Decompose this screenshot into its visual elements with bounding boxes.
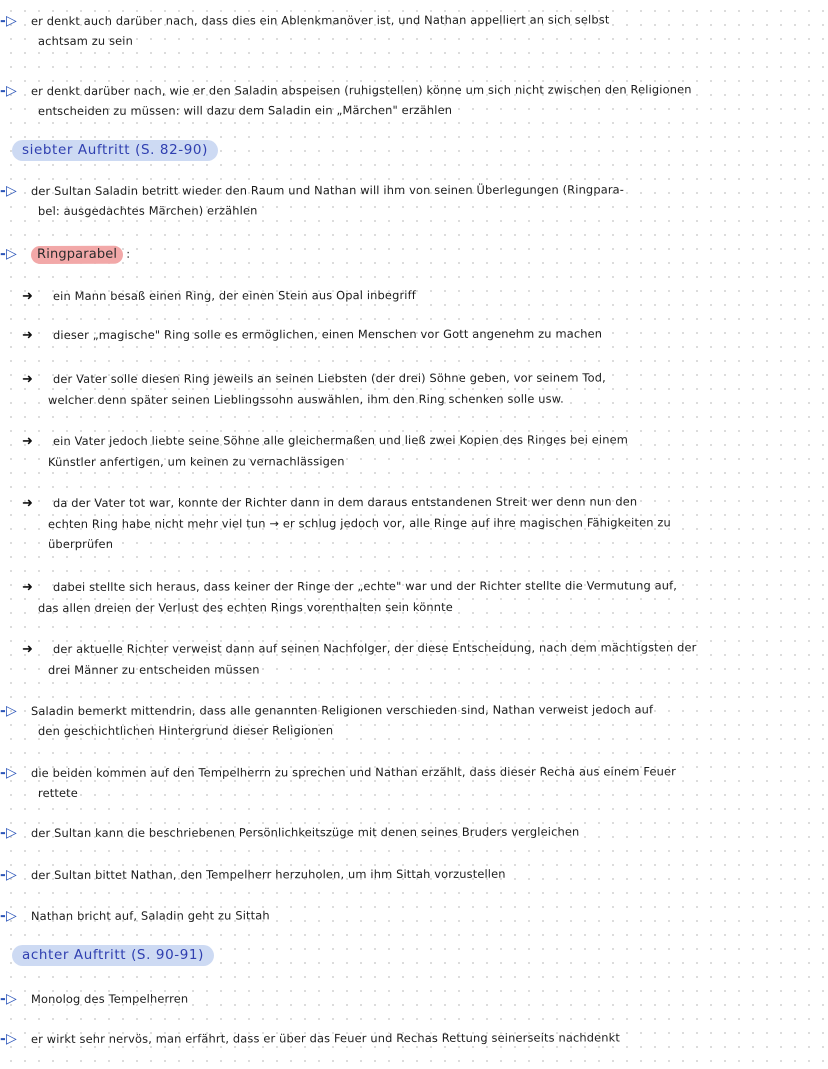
filled-arrow-icon: ➜ bbox=[21, 580, 34, 596]
bullet-kopien bbox=[22, 429, 822, 472]
filled-arrow-icon: ➜ bbox=[21, 642, 34, 658]
open-arrow-icon: -▷ bbox=[0, 908, 17, 925]
note-line: ein Mann besaß einen Ring, der einen Stein aus Opal inbegriff bbox=[52, 288, 416, 303]
ringparabel-highlight: Ringparabel bbox=[31, 246, 123, 264]
note-ablenkmanoever bbox=[0, 9, 816, 51]
note-line: er wirkt sehr nervös, man erfährt, dass er über das Feuer und Rechas Rettung seinerseits nachdenkt bbox=[30, 1030, 621, 1046]
note-bruder bbox=[0, 821, 816, 843]
filled-arrow-icon: ➜ bbox=[21, 289, 34, 305]
note-sultan-betritt bbox=[0, 179, 816, 221]
ringparabel-colon: : bbox=[126, 246, 131, 261]
filled-arrow-icon: ➜ bbox=[21, 496, 34, 512]
note-ringparabel bbox=[0, 242, 816, 265]
note-nathan-bricht-auf bbox=[0, 904, 816, 926]
note-tempelherr-feuer bbox=[0, 761, 816, 803]
note-line: den geschichtlichen Hintergrund dieser Religionen bbox=[38, 723, 334, 738]
note-line: Monolog des Tempelherren bbox=[30, 991, 189, 1006]
open-arrow-icon: -▷ bbox=[0, 246, 17, 263]
open-arrow-icon: -▷ bbox=[0, 83, 17, 100]
note-line: Künstler anfertigen, um keinen zu vernachlässigen bbox=[48, 454, 345, 469]
bullet-opal-ring bbox=[22, 284, 822, 307]
open-arrow-icon: -▷ bbox=[0, 765, 17, 782]
bullet-nachfolger bbox=[22, 637, 822, 680]
note-line: rettete bbox=[38, 785, 78, 800]
note-monolog bbox=[0, 987, 816, 1009]
note-line: der Sultan bittet Nathan, den Tempelherr herzuholen, um ihm Sittah vorzustellen bbox=[30, 866, 506, 882]
note-sittah-vorstellen bbox=[0, 863, 816, 885]
note-line: das allen dreien der Verlust des echten Rings vorenthalten sein könnte bbox=[38, 599, 453, 616]
section-heading-siebter-auftritt: siebter Auftritt (S. 82-90) bbox=[12, 140, 218, 161]
note-line: die beiden kommen auf den Tempelherrn zu sprechen und Nathan erzählt, dass dieser Recha aus einem Feuer bbox=[30, 764, 676, 780]
note-line: dabei stellte sich heraus, dass keiner der Ringe der „echte" war und der Richter stellte die Vermutung auf, bbox=[52, 578, 678, 594]
note-line: achtsam zu sein bbox=[38, 33, 134, 48]
note-line: drei Männer zu entscheiden müssen bbox=[48, 662, 260, 677]
note-abspeisen bbox=[0, 79, 816, 121]
filled-arrow-icon: ➜ bbox=[21, 434, 34, 450]
note-line: echten Ring habe nicht mehr viel tun → er schlug jedoch vor, alle Ringe auf ihre magischen Fähigkeiten zu bbox=[47, 515, 671, 531]
filled-arrow-icon: ➜ bbox=[21, 372, 34, 388]
bullet-vater-soehne bbox=[22, 367, 822, 410]
open-arrow-icon: -▷ bbox=[0, 703, 17, 720]
note-line: der aktuelle Richter verweist dann auf seinen Nachfolger, der diese Entscheidung, nach dem mächtigsten der bbox=[52, 640, 697, 656]
bullet-richter-streit bbox=[22, 491, 822, 554]
note-line: er denkt auch darüber nach, dass dies ein Ablenkmanöver ist, und Nathan appelliert an sich selbst bbox=[30, 12, 610, 28]
note-line: Saladin bemerkt mittendrin, dass alle genannten Religionen verschieden sind, Nathan verweist jedoch auf bbox=[30, 702, 654, 718]
note-line: bel: ausgedachtes Märchen) erzählen bbox=[38, 203, 258, 218]
section-heading-achter-auftritt: achter Auftritt (S. 90-91) bbox=[12, 945, 214, 966]
note-line: entscheiden zu müssen: will dazu dem Saladin ein „Märchen" erzählen bbox=[38, 102, 453, 118]
bullet-magischer-ring bbox=[22, 323, 822, 346]
note-line: dieser „magische" Ring solle es ermöglichen, einen Menschen vor Gott angenehm zu machen bbox=[52, 326, 603, 342]
open-arrow-icon: -▷ bbox=[0, 825, 17, 842]
open-arrow-icon: -▷ bbox=[0, 991, 17, 1008]
note-line: überprüfen bbox=[48, 536, 114, 551]
filled-arrow-icon: ➜ bbox=[21, 328, 34, 344]
note-line: ein Vater jedoch liebte seine Söhne alle gleichermaßen und ließ zwei Kopien des Ringes bei einem bbox=[52, 432, 629, 448]
open-arrow-icon: -▷ bbox=[0, 867, 17, 884]
bullet-keiner-echt bbox=[22, 575, 822, 618]
note-line: der Sultan Saladin betritt wieder den Raum und Nathan will ihm von seinen Überlegungen (Ringpara- bbox=[30, 182, 625, 198]
note-line: der Sultan kann die beschriebenen Persönlichkeitszüge mit denen seines Bruders vergleichen bbox=[30, 824, 580, 840]
open-arrow-icon: -▷ bbox=[0, 183, 17, 200]
note-line: da der Vater tot war, konnte der Richter dann in dem daraus entstandenen Streit wer denn nun den bbox=[52, 494, 638, 510]
open-arrow-icon: -▷ bbox=[0, 13, 17, 30]
note-nervoes bbox=[0, 1027, 816, 1049]
note-line: Nathan bricht auf, Saladin geht zu Sittah bbox=[30, 908, 270, 923]
note-religionen bbox=[0, 699, 816, 741]
note-line: er denkt darüber nach, wie er den Saladin abspeisen (ruhigstellen) könne um sich nicht zwischen den Religionen bbox=[30, 82, 692, 98]
note-line: der Vater solle diesen Ring jeweils an seinen Liebsten (der drei) Söhne geben, vor seinem Tod, bbox=[52, 370, 606, 386]
note-line: welcher denn später seinen Lieblingssohn auswählen, ihm den Ring schenken solle usw. bbox=[48, 391, 564, 407]
open-arrow-icon: -▷ bbox=[0, 1031, 17, 1048]
